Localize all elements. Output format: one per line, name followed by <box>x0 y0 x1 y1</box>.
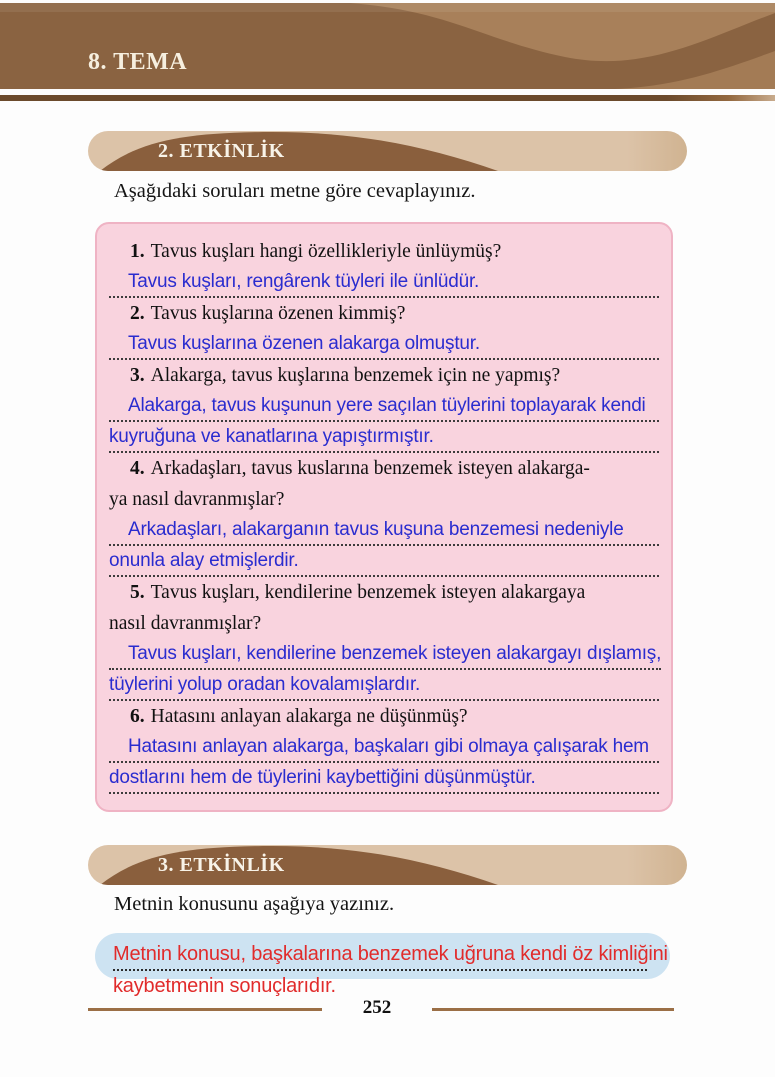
tema-title: 8. TEMA <box>88 49 188 75</box>
question-5-line-1: Tavus kuşları, kendilerine benzemek isteyen alakargaya <box>150 582 586 603</box>
question-2-text <box>109 298 659 329</box>
question-5-text-line-2: nasıl davranmışlar? <box>109 613 262 634</box>
question-5-answer-line-1: Tavus kuşları, kendilerine benzemek isteyen alakargayı dışlamış, <box>109 639 661 670</box>
question-3-text <box>109 360 659 391</box>
question-3-answer-line-2: kuyruğuna ve kanatlarına yapıştırmıştır. <box>109 422 659 453</box>
question-6-number: 6. <box>130 706 145 727</box>
question-4-line-1: Arkadaşları, tavus kuslarına benzemek isteyen alakarga- <box>150 458 590 479</box>
question-3-line: Alakarga, tavus kuşlarına benzemek için ne yapmış? <box>150 365 561 386</box>
header-divider-line <box>0 95 775 101</box>
question-4-text-line-2: ya nasıl davranmışlar? <box>109 489 285 510</box>
activity-3-title: 3. ETKİNLİK <box>158 854 285 876</box>
question-4-number: 4. <box>130 458 145 479</box>
footer-rule-right <box>432 1008 674 1011</box>
question-6-line: Hatasını anlayan alakarga ne düşünmüş? <box>150 706 468 727</box>
topic-answer-line-1: Metnin konusu, başkalarına benzemek uğruna kendi öz kimliğini <box>113 939 647 971</box>
activity-2-title-bar <box>88 131 687 171</box>
question-1-line: Tavus kuşları hangi özellikleriyle ünlüymüş? <box>150 241 502 262</box>
question-block-5 <box>109 577 662 701</box>
question-1-text <box>109 236 659 267</box>
question-4-answer-line-1: Arkadaşları, alakarganın tavus kuşuna benzemesi nedeniyle <box>109 515 659 546</box>
question-block-6 <box>109 701 659 794</box>
question-3-answer-line-1: Alakarga, tavus kuşunun yere saçılan tüylerini toplayarak kendi <box>109 391 659 422</box>
theme-header-band <box>0 3 775 89</box>
activity-2-title: 2. ETKİNLİK <box>158 140 285 162</box>
question-6-answer-line-2: dostlarını hem de tüylerini kaybettiğini düşünmüştür. <box>109 763 659 794</box>
question-2-line: Tavus kuşlarına özenen kimmiş? <box>150 303 406 324</box>
question-1-answer-line: Tavus kuşları, rengârenk tüyleri ile ünlüdür. <box>109 267 659 298</box>
question-block-1 <box>109 236 659 298</box>
question-5-text-line-1 <box>109 577 659 608</box>
question-5-number: 5. <box>130 582 145 603</box>
footer-rule-left <box>88 1008 322 1011</box>
question-3-number: 3. <box>130 365 145 386</box>
page-number: 252 <box>362 997 392 1018</box>
topic-answer-line-2: kaybetmenin sonuçlarıdır. <box>113 975 336 997</box>
question-5-answer-line-2: tüylerini yolup oradan kovalamışlardır. <box>109 670 659 701</box>
question-block-3 <box>109 360 659 453</box>
question-block-2 <box>109 298 659 360</box>
question-6-answer-line-1: Hatasını anlayan alakarga, başkaları gibi olmaya çalışarak hem <box>109 732 659 763</box>
question-4-text-line-1 <box>109 453 659 484</box>
question-6-text <box>109 701 659 732</box>
header-wave-graphic <box>0 3 775 89</box>
activity-3-title-bar <box>88 845 687 885</box>
question-2-answer-line: Tavus kuşlarına özenen alakarga olmuştur. <box>109 329 659 360</box>
activity-3-instruction: Metnin konusunu aşağıya yazınız. <box>114 893 395 915</box>
activity-2-instruction: Aşağıdaki soruları metne göre cevaplayınız. <box>114 180 476 202</box>
question-1-number: 1. <box>130 241 145 262</box>
question-block-4 <box>109 453 659 577</box>
questions-answer-sheet <box>95 222 673 812</box>
question-2-number: 2. <box>130 303 145 324</box>
question-4-answer-line-2: onunla alay etmişlerdir. <box>109 546 659 577</box>
topic-answer-text <box>113 939 673 1003</box>
